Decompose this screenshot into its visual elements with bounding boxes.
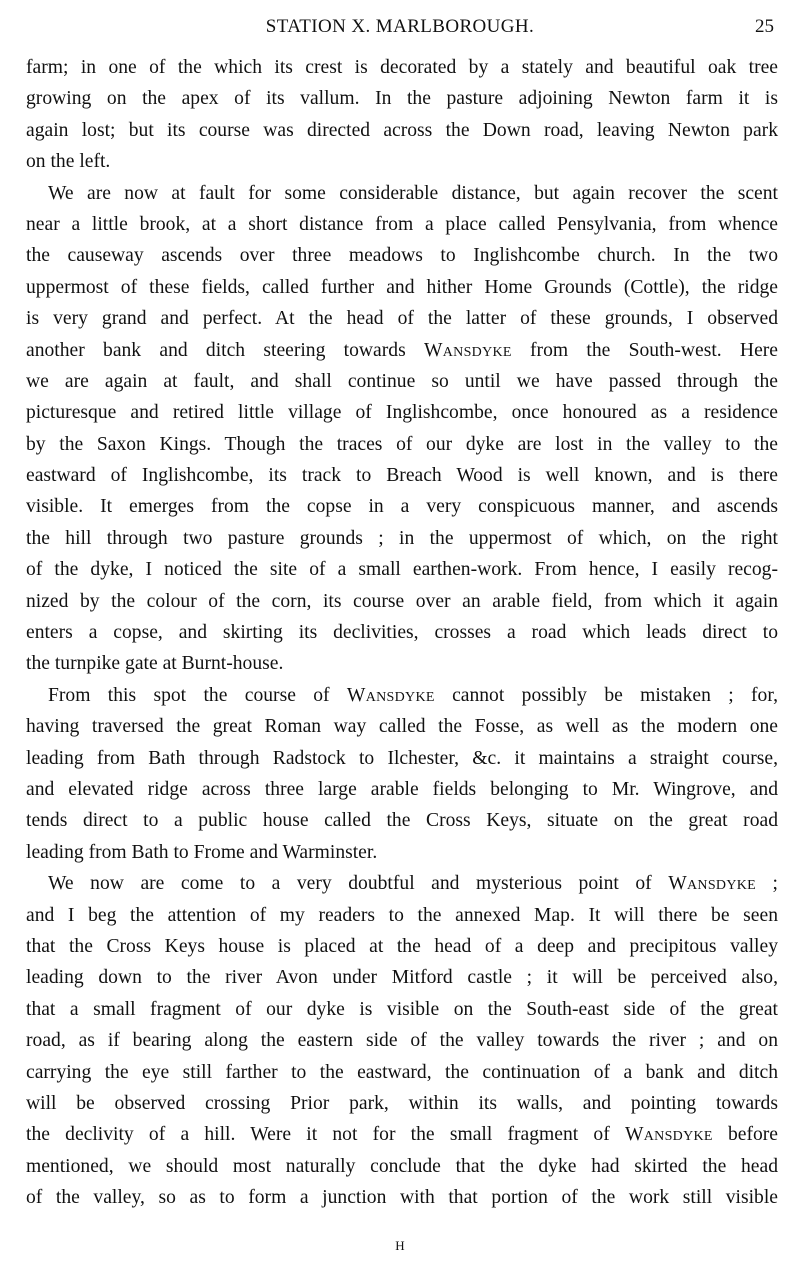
text-line: another bank and ditch steering towards Wansdyke from the South-west. Here — [26, 339, 778, 361]
text-line: leading from Bath to Frome and Warminster. — [26, 841, 378, 863]
running-head — [0, 14, 800, 44]
text-line: road, as if bearing along the eastern side of the valley towards the river ; and on — [26, 1030, 778, 1052]
text-line: We now are come to a very doubtful and mysterious point of Wansdyke ; — [48, 873, 778, 895]
text-line: From this spot the course of Wansdyke cannot possibly be mistaken ; for, — [48, 684, 778, 706]
small-caps-name: Wansdyke — [346, 684, 435, 706]
text-line: and I beg the attention of my readers to the annexed Map. It will there be seen — [26, 904, 778, 926]
small-caps-name: Wansdyke — [668, 873, 757, 895]
text-line: leading down to the river Avon under Mitford castle ; it will be perceived also, — [26, 967, 778, 989]
text-line: again lost; but its course was directed across the Down road, leaving Newton park — [26, 119, 778, 141]
small-caps-name: Wansdyke — [423, 339, 512, 361]
text-line: leading from Bath through Radstock to Ilchester, &c. it maintains a straight course, — [26, 747, 778, 769]
text-line: on the left. — [26, 151, 111, 173]
text-line: the declivity of a hill. Were it not for the small fragment of Wansdyke before — [26, 1124, 778, 1146]
text-line: will be observed crossing Prior park, within its walls, and pointing towards — [26, 1092, 778, 1114]
text-line: of the valley, so as to form a junction with that portion of the work still visible — [26, 1187, 778, 1209]
text-line: farm; in one of the which its crest is decorated by a stately and beautiful oak tree — [26, 57, 778, 78]
running-title: STATION X. MARLBOROUGH. — [265, 16, 535, 37]
text-line: of the dyke, I noticed the site of a small earthen-work. From hence, I easily recog- — [26, 559, 778, 581]
small-caps-name: Wansdyke — [624, 1124, 713, 1146]
text-line: uppermost of these fields, called further and hither Home Grounds (Cottle), the ridge — [26, 276, 778, 298]
signature-mark: H — [395, 1238, 405, 1253]
text-line: the causeway ascends over three meadows to Inglishcombe church. In the two — [26, 245, 778, 267]
text-line: mentioned, we should most naturally conclude that the dyke had skirted the head — [26, 1155, 778, 1177]
text-line: and elevated ridge across three large arable fields belonging to Mr. Wingrove, and — [26, 778, 778, 800]
text-line: the turnpike gate at Burnt-house. — [26, 653, 284, 675]
paragraph — [26, 680, 778, 868]
text-line: we are again at fault, and shall continue so until we have passed through the — [26, 370, 778, 392]
text-line: near a little brook, at a short distance from a place called Pensylvania, from whence — [26, 213, 778, 235]
text-line: growing on the apex of its vallum. In the pasture adjoining Newton farm it is — [26, 88, 778, 110]
text-line: eastward of Inglishcombe, its track to Breach Wood is well known, and is there — [26, 465, 778, 487]
text-line: tends direct to a public house called the Cross Keys, situate on the great road — [26, 810, 778, 832]
text-line: carrying the eye still farther to the eastward, the continuation of a bank and ditch — [26, 1061, 778, 1083]
text-line: that the Cross Keys house is placed at the head of a deep and precipitous valley — [26, 935, 778, 957]
text-line: nized by the colour of the corn, its course over an arable field, from which it again — [26, 590, 778, 612]
page-number: 25 — [755, 16, 774, 37]
paragraph — [26, 868, 778, 1213]
text-line: by the Saxon Kings. Though the traces of our dyke are lost in the valley to the — [26, 433, 778, 455]
text-line: the hill through two pasture grounds ; in the uppermost of which, on the right — [26, 527, 778, 549]
text-line: We are now at fault for some considerable distance, but again recover the scent — [48, 182, 778, 204]
text-line: that a small fragment of our dyke is visible on the South-east side of the great — [26, 998, 778, 1020]
paragraph — [26, 52, 778, 178]
text-line: picturesque and retired little village of Inglishcombe, once honoured as a residence — [26, 402, 778, 424]
text-line: is very grand and perfect. At the head of the latter of these grounds, I observed — [26, 308, 778, 330]
body-text — [26, 52, 778, 1213]
text-line: visible. It emerges from the copse in a very conspicuous manner, and ascends — [26, 496, 778, 518]
text-line: having traversed the great Roman way called the Fosse, as well as the modern one — [26, 716, 778, 738]
paragraph — [26, 178, 778, 680]
text-line: enters a copse, and skirting its declivities, crosses a road which leads direct to — [26, 622, 778, 644]
